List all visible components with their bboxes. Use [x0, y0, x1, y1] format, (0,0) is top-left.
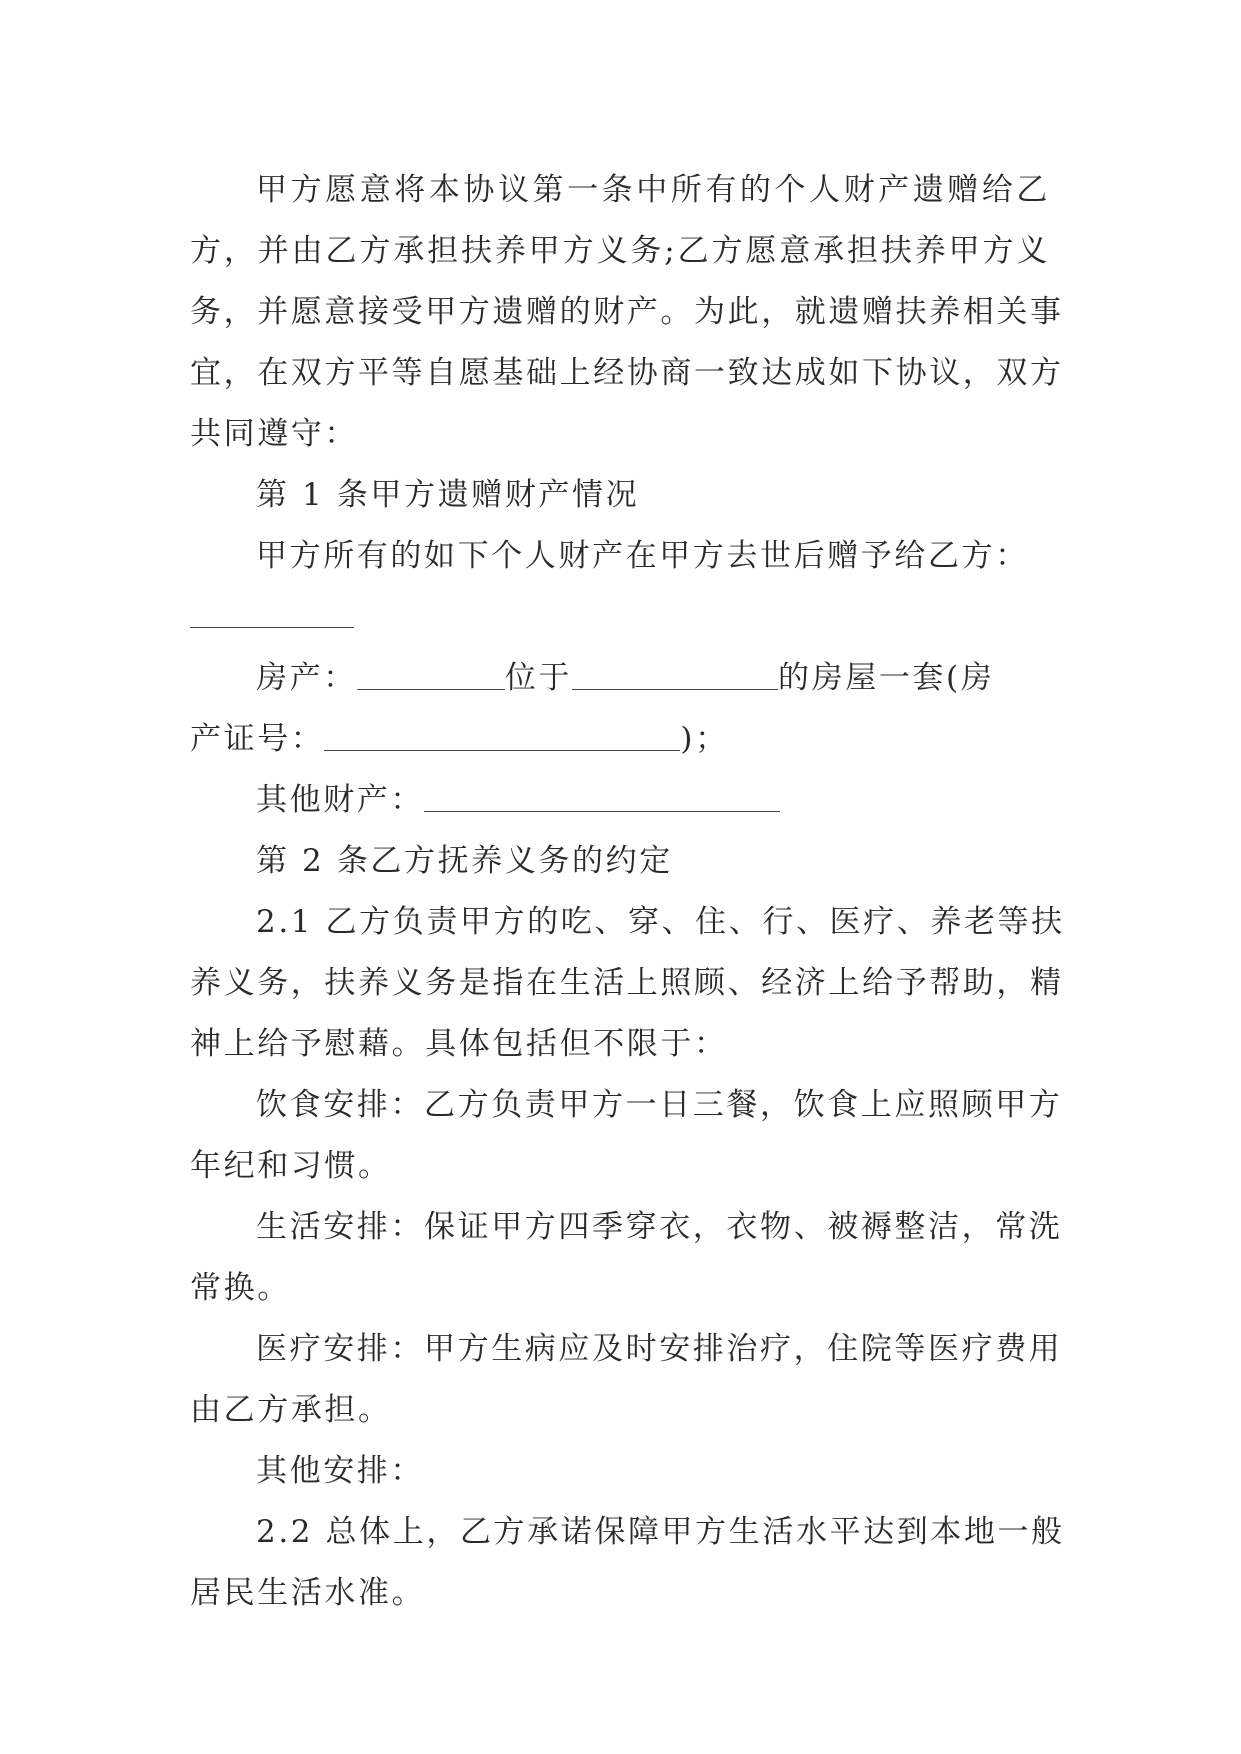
- text-line: 养义务，扶养义务是指在生活上照顾、经济上给予帮助，精: [190, 965, 1064, 1001]
- property-label: 房产：: [256, 660, 357, 696]
- text-line: 共同遵守：: [190, 416, 358, 452]
- property-cert-blank: [324, 722, 680, 751]
- preamble-paragraph: [190, 160, 1064, 465]
- clause-2-2: [190, 1502, 1065, 1624]
- other-property-blank: [424, 783, 780, 812]
- clause-2-1: [190, 892, 1065, 1075]
- article-1-intro: 甲方所有的如下个人财产在甲方去世后赠予给乙方：: [256, 538, 1029, 574]
- document-body: [190, 160, 1065, 1624]
- medical-arrangement: [190, 1319, 1063, 1441]
- property-location-blank: [572, 661, 778, 690]
- property-cert-line: [190, 709, 1050, 770]
- text-line: 方，并由乙方承担扶养甲方义务;乙方愿意承担扶养甲方义: [190, 233, 1050, 269]
- blank-line: [190, 587, 1050, 648]
- property-tail: 的房屋一套(房: [778, 660, 995, 696]
- text-line: 甲方愿意将本协议第一条中所有的个人财产遗赠给乙: [256, 172, 1050, 208]
- diet-arrangement: [190, 1075, 1063, 1197]
- text-line: 宜，在双方平等自愿基础上经协商一致达成如下协议，双方: [190, 355, 1064, 391]
- text-line: 生活安排：保证甲方四季穿衣，衣物、被褥整洁，常洗: [256, 1209, 1063, 1245]
- text-line: 饮食安排：乙方负责甲方一日三餐，饮食上应照顾甲方: [256, 1087, 1063, 1123]
- property-blank: [357, 661, 505, 690]
- property-paragraph: [190, 648, 1050, 770]
- property-cert-label: 产证号：: [190, 721, 325, 757]
- other-property-line: [190, 770, 1050, 831]
- text-line: 2.2 总体上，乙方承诺保障甲方生活水平达到本地一般: [256, 1514, 1065, 1550]
- living-arrangement: [190, 1197, 1063, 1319]
- text-line: 务，并愿意接受甲方遗赠的财产。为此，就遗赠扶养相关事: [190, 294, 1064, 330]
- text-line: 年纪和习惯。: [190, 1148, 392, 1184]
- property-line: [190, 648, 1050, 709]
- article-1-heading: 第 1 条甲方遗赠财产情况: [256, 477, 640, 513]
- property-cert-end: )；: [680, 721, 729, 757]
- fill-in-blank: [190, 599, 354, 628]
- article-2-heading: 第 2 条乙方抚养义务的约定: [256, 843, 673, 879]
- text-line: 常换。: [190, 1270, 291, 1306]
- text-line: 由乙方承担。: [190, 1392, 392, 1428]
- text-line: 神上给予慰藉。具体包括但不限于：: [190, 1026, 728, 1062]
- text-line: 2.1 乙方负责甲方的吃、穿、住、行、医疗、养老等扶: [256, 904, 1065, 940]
- other-arrangement: 其他安排：: [256, 1453, 424, 1489]
- text-line: 居民生活水准。: [190, 1575, 426, 1611]
- text-line: 医疗安排：甲方生病应及时安排治疗，住院等医疗费用: [256, 1331, 1063, 1367]
- property-location-label: 位于: [504, 660, 573, 696]
- other-property-label: 其他财产：: [256, 782, 424, 818]
